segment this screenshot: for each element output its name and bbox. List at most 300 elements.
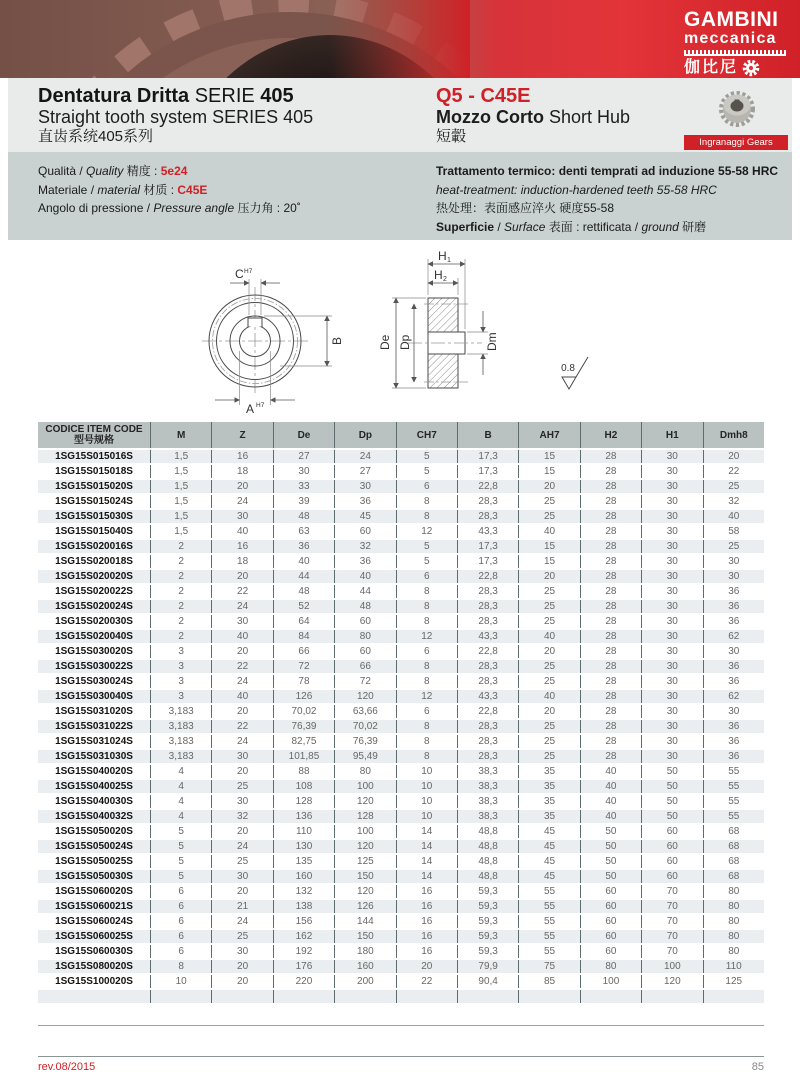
value-cell: 38,3 xyxy=(457,780,518,793)
value-cell: 120 xyxy=(641,975,702,988)
value-cell: 48,8 xyxy=(457,870,518,883)
code-cell: 1SG15S060021S xyxy=(38,900,150,913)
value-cell: 28 xyxy=(580,690,641,703)
code-cell: 1SG15S040020S xyxy=(38,765,150,778)
value-cell: 68 xyxy=(703,840,764,853)
code-cell: 1SG15S040032S xyxy=(38,810,150,823)
value-cell: 63,66 xyxy=(334,705,395,718)
code-cell: 1SG15S080020S xyxy=(38,960,150,973)
value-cell: 138 xyxy=(273,900,334,913)
value-cell: 25 xyxy=(703,540,764,553)
value-cell: 5 xyxy=(396,465,457,478)
value-cell: 62 xyxy=(703,690,764,703)
value-cell: 80 xyxy=(703,885,764,898)
value-cell: 8 xyxy=(396,495,457,508)
code-cell: 1SG15S030022S xyxy=(38,660,150,673)
value-cell: 28,3 xyxy=(457,585,518,598)
value-cell: 128 xyxy=(273,795,334,808)
logo-cjk: 伽比尼 xyxy=(684,59,739,76)
logo-gambini: GAMBINI xyxy=(684,8,779,31)
value-cell: 28 xyxy=(580,585,641,598)
value-cell: 28 xyxy=(580,705,641,718)
value-cell: 63 xyxy=(273,525,334,538)
value-cell: 16 xyxy=(396,900,457,913)
value-cell: 40 xyxy=(211,525,272,538)
value-cell: 120 xyxy=(334,840,395,853)
value-cell: 3,183 xyxy=(150,735,211,748)
value-cell: 28 xyxy=(580,555,641,568)
table-row xyxy=(38,690,764,703)
value-cell: 30 xyxy=(211,615,272,628)
value-cell: 30 xyxy=(703,570,764,583)
table-row xyxy=(38,495,764,508)
value-cell: 2 xyxy=(150,615,211,628)
value-cell: 28 xyxy=(580,480,641,493)
value-cell: 62 xyxy=(703,630,764,643)
value-cell: 35 xyxy=(518,810,579,823)
dim-label-h2: H xyxy=(434,268,443,282)
value-cell: 18 xyxy=(211,465,272,478)
value-cell: 33 xyxy=(273,480,334,493)
column-header-code-line: 型号规格 xyxy=(74,435,114,446)
table-row xyxy=(38,735,764,748)
value-cell: 70 xyxy=(641,915,702,928)
product-name-reg: Short Hub xyxy=(543,107,631,127)
value-cell: 20 xyxy=(211,705,272,718)
value-cell: 59,3 xyxy=(457,930,518,943)
header-banner xyxy=(0,0,800,78)
value-cell: 48 xyxy=(273,585,334,598)
spec-pressure-en: Pressure angle xyxy=(153,201,235,216)
value-cell: 55 xyxy=(518,930,579,943)
spec-material-cn: 材质 : xyxy=(140,182,178,197)
code-cell: 1SG15S020018S xyxy=(38,555,150,568)
value-cell: 80 xyxy=(334,765,395,778)
value-cell: 130 xyxy=(273,840,334,853)
value-cell: 45 xyxy=(518,870,579,883)
value-cell: 76,39 xyxy=(273,720,334,733)
value-cell: 3 xyxy=(150,660,211,673)
value-cell: 40 xyxy=(211,630,272,643)
value-cell: 6 xyxy=(396,645,457,658)
value-cell: 5 xyxy=(150,840,211,853)
value-cell: 80 xyxy=(703,915,764,928)
value-cell: 5 xyxy=(150,825,211,838)
value-cell: 30 xyxy=(641,750,702,763)
value-cell: 6 xyxy=(396,705,457,718)
value-cell: 50 xyxy=(580,840,641,853)
value-cell: 25 xyxy=(703,480,764,493)
value-cell: 55 xyxy=(703,810,764,823)
value-cell: 30 xyxy=(641,660,702,673)
value-cell: 8 xyxy=(396,735,457,748)
value-cell: 2 xyxy=(150,570,211,583)
table-row xyxy=(38,765,764,778)
value-cell: 6 xyxy=(396,480,457,493)
value-cell: 30 xyxy=(703,555,764,568)
value-cell: 25 xyxy=(518,510,579,523)
value-cell: 50 xyxy=(580,825,641,838)
value-cell: 20 xyxy=(211,960,272,973)
value-cell: 40 xyxy=(518,630,579,643)
logo-meccanica: meccanica xyxy=(684,30,777,47)
value-cell: 30 xyxy=(211,870,272,883)
code-cell: 1SG15S020016S xyxy=(38,540,150,553)
series-title-cn: 直齿系统405系列 xyxy=(38,127,154,145)
value-cell: 59,3 xyxy=(457,900,518,913)
value-cell: 64 xyxy=(273,615,334,628)
value-cell: 6 xyxy=(150,915,211,928)
value-cell: 40 xyxy=(273,555,334,568)
value-cell: 192 xyxy=(273,945,334,958)
value-cell: 14 xyxy=(396,825,457,838)
value-cell: 10 xyxy=(150,975,211,988)
spec-pressure-value: 20˚ xyxy=(283,201,301,216)
value-cell: 60 xyxy=(580,900,641,913)
value-cell: 1,5 xyxy=(150,495,211,508)
value-cell: 30 xyxy=(641,690,702,703)
table-row xyxy=(38,450,764,463)
value-cell: 55 xyxy=(703,765,764,778)
value-cell: 30 xyxy=(641,525,702,538)
value-cell: 2 xyxy=(150,600,211,613)
empty-cell xyxy=(38,990,150,1003)
value-cell: 8 xyxy=(396,660,457,673)
value-cell: 60 xyxy=(641,855,702,868)
value-cell: 150 xyxy=(334,870,395,883)
value-cell: 36 xyxy=(703,750,764,763)
spec-band xyxy=(8,152,792,240)
table-row xyxy=(38,840,764,853)
value-cell: 39 xyxy=(273,495,334,508)
series-title-it xyxy=(38,85,313,107)
value-cell: 30 xyxy=(641,480,702,493)
table-row xyxy=(38,795,764,808)
spec-heat-treatment-cn: 热处理：表面感应淬火 硬度55-58 xyxy=(436,201,615,216)
column-header: Dmh8 xyxy=(703,422,764,448)
value-cell: 12 xyxy=(396,630,457,643)
value-cell: 25 xyxy=(211,780,272,793)
value-cell: 28 xyxy=(580,615,641,628)
table-row xyxy=(38,540,764,553)
value-cell: 110 xyxy=(703,960,764,973)
empty-cell xyxy=(580,990,641,1003)
series-title-it-bold: Dentatura Dritta xyxy=(38,85,190,107)
table-row xyxy=(38,720,764,733)
table-row xyxy=(38,525,764,538)
code-cell: 1SG15S015030S xyxy=(38,510,150,523)
value-cell: 15 xyxy=(518,465,579,478)
code-cell: 1SG15S030020S xyxy=(38,645,150,658)
dim-label-c-sup: H7 xyxy=(244,268,253,275)
value-cell: 36 xyxy=(703,720,764,733)
value-cell: 30 xyxy=(641,645,702,658)
value-cell: 28 xyxy=(580,720,641,733)
table-row xyxy=(38,675,764,688)
value-cell: 1,5 xyxy=(150,450,211,463)
value-cell: 36 xyxy=(703,735,764,748)
table-row xyxy=(38,615,764,628)
value-cell: 60 xyxy=(334,615,395,628)
value-cell: 8 xyxy=(396,750,457,763)
value-cell: 50 xyxy=(580,870,641,883)
value-cell: 22 xyxy=(396,975,457,988)
code-cell: 1SG15S050024S xyxy=(38,840,150,853)
value-cell: 30 xyxy=(641,675,702,688)
series-title-en: Straight tooth system SERIES 405 xyxy=(38,107,314,127)
value-cell: 120 xyxy=(334,690,395,703)
value-cell: 20 xyxy=(703,450,764,463)
value-cell: 30 xyxy=(641,450,702,463)
spec-surface-ground: ground xyxy=(641,219,679,234)
table-row xyxy=(38,585,764,598)
product-name xyxy=(436,107,630,128)
value-cell: 2 xyxy=(150,540,211,553)
table-row xyxy=(38,825,764,838)
spec-heat-treatment-en: heat-treatment: induction-hardened teeth 55-58 HRC xyxy=(436,182,717,197)
value-cell: 176 xyxy=(273,960,334,973)
value-cell: 100 xyxy=(580,975,641,988)
empty-cell xyxy=(211,990,272,1003)
value-cell: 60 xyxy=(334,525,395,538)
code-cell: 1SG15S030024S xyxy=(38,675,150,688)
value-cell: 76,39 xyxy=(334,735,395,748)
value-cell: 156 xyxy=(273,915,334,928)
value-cell: 40 xyxy=(334,570,395,583)
value-cell: 30 xyxy=(641,555,702,568)
value-cell: 1,5 xyxy=(150,465,211,478)
table-row xyxy=(38,960,764,973)
value-cell: 55 xyxy=(703,780,764,793)
value-cell: 24 xyxy=(211,840,272,853)
dim-label-dm: Dm xyxy=(485,332,499,351)
spec-heat-treatment-it: Trattamento termico: denti temprati ad induzione 55-58 HRC xyxy=(436,164,779,178)
value-cell: 60 xyxy=(641,825,702,838)
value-cell: 28,3 xyxy=(457,510,518,523)
value-cell: 55 xyxy=(703,795,764,808)
code-cell: 1SG15S060024S xyxy=(38,915,150,928)
empty-cell xyxy=(334,990,395,1003)
value-cell: 25 xyxy=(518,615,579,628)
spec-surface-val: 表面 : rettificata / xyxy=(545,219,642,234)
value-cell: 28 xyxy=(580,750,641,763)
table-row xyxy=(38,600,764,613)
value-cell: 28 xyxy=(580,630,641,643)
value-cell: 38,3 xyxy=(457,765,518,778)
value-cell: 85 xyxy=(518,975,579,988)
value-cell: 36 xyxy=(334,495,395,508)
title-band xyxy=(8,78,792,152)
value-cell: 24 xyxy=(211,915,272,928)
value-cell: 70 xyxy=(641,900,702,913)
value-cell: 55 xyxy=(518,885,579,898)
value-cell: 15 xyxy=(518,450,579,463)
value-cell: 30 xyxy=(641,630,702,643)
value-cell: 3,183 xyxy=(150,750,211,763)
value-cell: 28,3 xyxy=(457,750,518,763)
value-cell: 5 xyxy=(396,540,457,553)
spec-surface-cn: 研磨 xyxy=(678,219,707,234)
value-cell: 3 xyxy=(150,645,211,658)
value-cell: 36 xyxy=(703,600,764,613)
value-cell: 8 xyxy=(396,585,457,598)
spec-table xyxy=(38,420,764,1005)
dim-label-h2-sub: 2 xyxy=(443,276,447,283)
spec-material-it: Materiale / xyxy=(38,182,98,197)
value-cell: 20 xyxy=(211,975,272,988)
value-cell: 21 xyxy=(211,900,272,913)
code-cell: 1SG15S100020S xyxy=(38,975,150,988)
value-cell: 72 xyxy=(334,675,395,688)
value-cell: 30 xyxy=(273,465,334,478)
value-cell: 10 xyxy=(396,765,457,778)
footer-revision: rev.08/2015 xyxy=(38,1061,96,1073)
value-cell: 82,75 xyxy=(273,735,334,748)
value-cell: 40 xyxy=(703,510,764,523)
value-cell: 120 xyxy=(334,795,395,808)
value-cell: 1,5 xyxy=(150,525,211,538)
value-cell: 80 xyxy=(703,930,764,943)
value-cell: 180 xyxy=(334,945,395,958)
footer-divider xyxy=(38,1056,764,1057)
empty-cell xyxy=(641,990,702,1003)
value-cell: 28,3 xyxy=(457,720,518,733)
spec-quality-value: 5e24 xyxy=(160,164,188,178)
value-cell: 24 xyxy=(211,735,272,748)
value-cell: 126 xyxy=(273,690,334,703)
value-cell: 59,3 xyxy=(457,945,518,958)
value-cell: 40 xyxy=(580,810,641,823)
value-cell: 28 xyxy=(580,510,641,523)
value-cell: 4 xyxy=(150,765,211,778)
value-cell: 10 xyxy=(396,780,457,793)
value-cell: 68 xyxy=(703,855,764,868)
value-cell: 25 xyxy=(518,495,579,508)
thumb-gear-icon xyxy=(704,87,768,133)
value-cell: 50 xyxy=(641,765,702,778)
value-cell: 16 xyxy=(396,885,457,898)
product-code: Q5 - C45E xyxy=(436,85,531,107)
column-header: H2 xyxy=(580,422,641,448)
value-cell: 30 xyxy=(641,495,702,508)
value-cell: 28 xyxy=(580,660,641,673)
value-cell: 28 xyxy=(580,450,641,463)
value-cell: 25 xyxy=(518,660,579,673)
value-cell: 28 xyxy=(580,525,641,538)
code-cell: 1SG15S030040S xyxy=(38,690,150,703)
value-cell: 8 xyxy=(150,960,211,973)
value-cell: 30 xyxy=(334,480,395,493)
value-cell: 30 xyxy=(641,510,702,523)
value-cell: 28 xyxy=(580,465,641,478)
value-cell: 80 xyxy=(703,945,764,958)
value-cell: 22 xyxy=(703,465,764,478)
value-cell: 16 xyxy=(211,540,272,553)
value-cell: 55 xyxy=(518,915,579,928)
value-cell: 20 xyxy=(211,885,272,898)
value-cell: 22,8 xyxy=(457,480,518,493)
value-cell: 24 xyxy=(211,675,272,688)
table-row xyxy=(38,480,764,493)
value-cell: 55 xyxy=(518,900,579,913)
value-cell: 70 xyxy=(641,930,702,943)
spec-surface-it: Superficie xyxy=(436,219,495,234)
value-cell: 32 xyxy=(703,495,764,508)
value-cell: 43,3 xyxy=(457,525,518,538)
value-cell: 30 xyxy=(211,510,272,523)
code-cell: 1SG15S050020S xyxy=(38,825,150,838)
code-cell: 1SG15S031030S xyxy=(38,750,150,763)
value-cell: 22,8 xyxy=(457,645,518,658)
value-cell: 30 xyxy=(641,570,702,583)
value-cell: 20 xyxy=(396,960,457,973)
value-cell: 59,3 xyxy=(457,885,518,898)
value-cell: 144 xyxy=(334,915,395,928)
table-header xyxy=(38,422,764,448)
value-cell: 25 xyxy=(518,675,579,688)
value-cell: 45 xyxy=(334,510,395,523)
column-header-code-line: CODICE ITEM CODE xyxy=(45,424,143,435)
value-cell: 28,3 xyxy=(457,495,518,508)
value-cell: 22 xyxy=(211,660,272,673)
value-cell: 14 xyxy=(396,870,457,883)
value-cell: 43,3 xyxy=(457,630,518,643)
value-cell: 100 xyxy=(334,825,395,838)
code-cell: 1SG15S020040S xyxy=(38,630,150,643)
footer-page-number: 85 xyxy=(751,1061,764,1073)
value-cell: 45 xyxy=(518,855,579,868)
empty-cell xyxy=(396,990,457,1003)
product-thumb xyxy=(684,84,788,136)
value-cell: 25 xyxy=(518,585,579,598)
column-header: M xyxy=(150,422,211,448)
value-cell: 20 xyxy=(518,705,579,718)
value-cell: 48,8 xyxy=(457,840,518,853)
product-name-bold: Mozzo Corto xyxy=(436,107,544,127)
value-cell: 66 xyxy=(334,660,395,673)
value-cell: 128 xyxy=(334,810,395,823)
table-row xyxy=(38,705,764,718)
value-cell: 45 xyxy=(518,840,579,853)
value-cell: 101,85 xyxy=(273,750,334,763)
value-cell: 108 xyxy=(273,780,334,793)
value-cell: 5 xyxy=(150,870,211,883)
table-row xyxy=(38,630,764,643)
value-cell: 150 xyxy=(334,930,395,943)
table-wrap xyxy=(38,420,764,1005)
value-cell: 68 xyxy=(703,825,764,838)
table-bottom-rule xyxy=(38,1025,764,1026)
series-title-it-mid: SERIE xyxy=(189,85,261,107)
value-cell: 5 xyxy=(150,855,211,868)
spec-quality-en: Quality xyxy=(86,164,124,178)
value-cell: 120 xyxy=(334,885,395,898)
value-cell: 16 xyxy=(396,930,457,943)
code-cell: 1SG15S020020S xyxy=(38,570,150,583)
value-cell: 36 xyxy=(703,615,764,628)
value-cell: 28,3 xyxy=(457,675,518,688)
table-row xyxy=(38,555,764,568)
table-row xyxy=(38,570,764,583)
spec-pressure-angle xyxy=(38,199,301,218)
value-cell: 60 xyxy=(580,945,641,958)
technical-drawing xyxy=(30,243,770,415)
product-name-cn: 短轂 xyxy=(436,127,467,145)
value-cell: 3 xyxy=(150,675,211,688)
value-cell: 136 xyxy=(273,810,334,823)
value-cell: 8 xyxy=(396,510,457,523)
dim-label-dp: Dp xyxy=(398,334,412,350)
